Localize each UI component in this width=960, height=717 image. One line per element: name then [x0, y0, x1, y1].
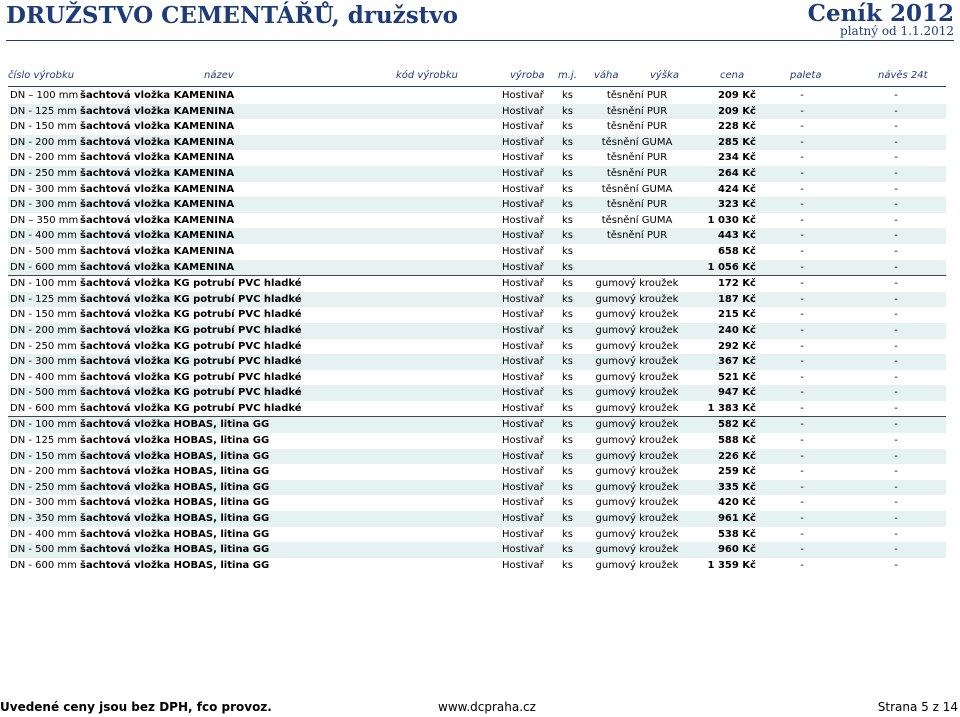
cell-name: šachtová vložka KAMENINA [80, 152, 235, 164]
col-weight: váha [594, 70, 619, 81]
cell-seal: gumový kroužek [595, 528, 679, 540]
cell-production: Hostivař [502, 497, 544, 509]
table-row [8, 166, 946, 182]
cell-trailer: - [894, 387, 898, 399]
cell-seal: gumový kroužek [595, 450, 679, 462]
table-row [8, 135, 946, 151]
cell-seal: těsnění GUMA [601, 183, 673, 195]
cell-dimension: DN - 500 mm [10, 387, 77, 399]
cell-trailer: - [894, 402, 898, 414]
cell-trailer: - [894, 340, 898, 352]
cell-price: 1 359 Kč [707, 559, 756, 571]
cell-trailer: - [894, 466, 898, 478]
cell-production: Hostivař [502, 528, 544, 540]
cell-unit: ks [562, 136, 574, 148]
cell-dimension: DN - 600 mm [10, 559, 77, 571]
cell-price: 285 Kč [717, 136, 756, 148]
table-row [8, 323, 946, 339]
cell-unit: ks [562, 402, 574, 414]
cell-name: šachtová vložka HOBAS, litina GG [80, 544, 270, 556]
cell-unit: ks [562, 481, 574, 493]
table-row [8, 558, 946, 574]
cell-name: šachtová vložka HOBAS, litina GG [80, 450, 270, 462]
cell-trailer: - [894, 245, 898, 257]
cell-trailer: - [894, 230, 898, 242]
cell-name: šachtová vložka KAMENINA [80, 183, 235, 195]
cell-name: šachtová vložka KAMENINA [80, 90, 235, 101]
cell-production: Hostivař [502, 466, 544, 478]
price-table [8, 88, 946, 573]
cell-production: Hostivař [502, 245, 544, 257]
cell-pallet: - [800, 167, 804, 179]
cell-price: 209 Kč [717, 105, 756, 117]
cell-pallet: - [800, 136, 804, 148]
table-row [8, 150, 946, 166]
cell-name: šachtová vložka KG potrubí PVC hladké [80, 387, 302, 399]
cell-pallet: - [800, 214, 804, 226]
cell-name: šachtová vložka KAMENINA [80, 136, 235, 148]
cell-price: 228 Kč [717, 121, 756, 133]
cell-dimension: DN – 100 mm [10, 90, 79, 101]
table-row [8, 182, 946, 198]
cell-price: 187 Kč [717, 293, 756, 305]
cell-name: šachtová vložka KAMENINA [80, 214, 235, 226]
cell-production: Hostivař [502, 105, 544, 117]
table-row [8, 354, 946, 370]
cell-unit: ks [562, 245, 574, 257]
table-row [8, 292, 946, 308]
cell-trailer: - [894, 278, 898, 290]
cell-seal: těsnění PUR [606, 167, 668, 179]
cell-name: šachtová vložka KAMENINA [80, 121, 235, 133]
cell-seal: těsnění PUR [606, 121, 668, 133]
table-row [8, 464, 946, 480]
cell-name: šachtová vložka HOBAS, litina GG [80, 435, 270, 447]
cell-name: šachtová vložka KG potrubí PVC hladké [80, 278, 302, 290]
cell-production: Hostivař [502, 419, 544, 431]
cell-price: 240 Kč [717, 324, 756, 336]
cell-price: 323 Kč [717, 199, 756, 211]
cell-pallet: - [800, 466, 804, 478]
table-row [8, 542, 946, 558]
cell-seal: gumový kroužek [595, 356, 679, 368]
cell-production: Hostivař [502, 513, 544, 525]
cell-unit: ks [562, 293, 574, 305]
cell-unit: ks [562, 324, 574, 336]
cell-seal: těsnění PUR [606, 152, 668, 164]
cell-name: šachtová vložka KAMENINA [80, 230, 235, 242]
cell-seal: gumový kroužek [595, 544, 679, 556]
cell-production: Hostivař [502, 214, 544, 226]
cell-dimension: DN – 350 mm [10, 214, 79, 226]
cell-trailer: - [894, 121, 898, 133]
cell-trailer: - [894, 559, 898, 571]
cell-dimension: DN - 125 mm [10, 435, 77, 447]
cell-unit: ks [562, 435, 574, 447]
col-price: cena [720, 70, 745, 81]
cell-price: 658 Kč [717, 245, 756, 257]
table-row [8, 401, 946, 417]
cell-name: šachtová vložka HOBAS, litina GG [80, 559, 270, 571]
table-row [8, 244, 946, 260]
cell-dimension: DN - 250 mm [10, 340, 77, 352]
cell-trailer: - [894, 324, 898, 336]
cell-seal: těsnění PUR [606, 199, 668, 211]
cell-name: šachtová vložka KG potrubí PVC hladké [80, 324, 302, 336]
cell-unit: ks [562, 105, 574, 117]
cell-seal: gumový kroužek [595, 402, 679, 414]
cell-trailer: - [894, 435, 898, 447]
cell-price: 960 Kč [717, 544, 756, 556]
cell-name: šachtová vložka KG potrubí PVC hladké [80, 402, 302, 414]
cell-unit: ks [562, 356, 574, 368]
cell-trailer: - [894, 450, 898, 462]
cell-name: šachtová vložka KG potrubí PVC hladké [80, 293, 302, 305]
cell-price: 259 Kč [717, 466, 756, 478]
footer-note: Uvedené ceny jsou bez DPH, fco provoz. [0, 700, 272, 714]
cell-production: Hostivař [502, 199, 544, 211]
cell-pallet: - [800, 544, 804, 556]
cell-pallet: - [800, 121, 804, 133]
cell-unit: ks [562, 497, 574, 509]
cell-dimension: DN - 300 mm [10, 199, 77, 211]
cell-unit: ks [562, 183, 574, 195]
cell-seal: těsnění PUR [606, 230, 668, 242]
cell-seal: těsnění GUMA [601, 136, 673, 148]
cell-seal: gumový kroužek [595, 278, 679, 290]
table-row [8, 213, 946, 229]
table-row [8, 449, 946, 465]
col-height: výška [650, 70, 679, 81]
cell-pallet: - [800, 435, 804, 447]
footer-website: www.dcpraha.cz [438, 700, 536, 714]
cell-pallet: - [800, 559, 804, 571]
cell-trailer: - [894, 513, 898, 525]
cell-pallet: - [800, 278, 804, 290]
cell-production: Hostivař [502, 356, 544, 368]
cell-production: Hostivař [502, 559, 544, 571]
cell-unit: ks [562, 261, 574, 273]
cell-name: šachtová vložka KAMENINA [80, 245, 235, 257]
cell-name: šachtová vložka KG potrubí PVC hladké [80, 309, 302, 321]
cell-price: 209 Kč [717, 90, 756, 101]
cell-dimension: DN - 150 mm [10, 309, 77, 321]
cell-price: 424 Kč [717, 183, 756, 195]
cell-production: Hostivař [502, 481, 544, 493]
cell-unit: ks [562, 559, 574, 571]
cell-trailer: - [894, 544, 898, 556]
cell-name: šachtová vložka HOBAS, litina GG [80, 466, 270, 478]
cell-price: 264 Kč [717, 167, 756, 179]
cell-trailer: - [894, 214, 898, 226]
cell-unit: ks [562, 278, 574, 290]
cell-price: 947 Kč [717, 387, 756, 399]
footer [0, 700, 960, 716]
cell-pallet: - [800, 340, 804, 352]
cell-name: šachtová vložka HOBAS, litina GG [80, 528, 270, 540]
cell-dimension: DN - 350 mm [10, 513, 77, 525]
cell-unit: ks [562, 371, 574, 383]
cell-pallet: - [800, 481, 804, 493]
table-row [8, 104, 946, 120]
cell-pallet: - [800, 90, 804, 101]
cell-pallet: - [800, 528, 804, 540]
cell-unit: ks [562, 466, 574, 478]
cell-seal: gumový kroužek [595, 387, 679, 399]
col-trailer: návěs 24t [878, 70, 928, 81]
cell-production: Hostivař [502, 402, 544, 414]
table-row [8, 385, 946, 401]
cell-price: 1 383 Kč [707, 402, 756, 414]
cell-name: šachtová vložka KAMENINA [80, 105, 235, 117]
cell-trailer: - [894, 183, 898, 195]
cell-price: 521 Kč [717, 371, 756, 383]
col-unit: m.j. [558, 70, 577, 81]
cell-dimension: DN - 600 mm [10, 261, 77, 273]
cell-production: Hostivař [502, 167, 544, 179]
cell-pallet: - [800, 309, 804, 321]
cell-production: Hostivař [502, 371, 544, 383]
cell-pallet: - [800, 230, 804, 242]
cell-dimension: DN - 150 mm [10, 121, 77, 133]
cell-seal: gumový kroužek [595, 371, 679, 383]
table-row [8, 480, 946, 496]
cell-dimension: DN - 150 mm [10, 450, 77, 462]
cell-unit: ks [562, 199, 574, 211]
cell-price: 1 030 Kč [707, 214, 756, 226]
company-name: DRUŽSTVO CEMENTÁŘŮ, družstvo [6, 2, 459, 29]
cell-pallet: - [800, 324, 804, 336]
cell-trailer: - [894, 136, 898, 148]
cell-price: 582 Kč [717, 419, 756, 431]
cell-dimension: DN - 400 mm [10, 230, 77, 242]
cell-pallet: - [800, 371, 804, 383]
cell-production: Hostivař [502, 261, 544, 273]
cell-pallet: - [800, 513, 804, 525]
cell-unit: ks [562, 340, 574, 352]
table-row [8, 307, 946, 323]
cell-trailer: - [894, 152, 898, 164]
cell-pallet: - [800, 199, 804, 211]
cell-production: Hostivař [502, 387, 544, 399]
cell-unit: ks [562, 214, 574, 226]
cell-pallet: - [800, 293, 804, 305]
cell-seal: těsnění PUR [606, 90, 668, 101]
cell-production: Hostivař [502, 230, 544, 242]
cell-trailer: - [894, 167, 898, 179]
cell-production: Hostivař [502, 340, 544, 352]
cell-pallet: - [800, 183, 804, 195]
cell-pallet: - [800, 450, 804, 462]
table-row [8, 228, 946, 244]
cell-pallet: - [800, 419, 804, 431]
cell-name: šachtová vložka HOBAS, litina GG [80, 481, 270, 493]
cell-dimension: DN - 100 mm [10, 278, 77, 290]
cell-trailer: - [894, 481, 898, 493]
cell-dimension: DN - 400 mm [10, 528, 77, 540]
cell-dimension: DN - 200 mm [10, 136, 77, 148]
cell-dimension: DN - 125 mm [10, 293, 77, 305]
col-code: kód výrobku [396, 70, 458, 81]
cell-unit: ks [562, 121, 574, 133]
cell-dimension: DN - 250 mm [10, 167, 77, 179]
cell-seal: gumový kroužek [595, 324, 679, 336]
table-row [8, 433, 946, 449]
cell-price: 961 Kč [717, 513, 756, 525]
cell-trailer: - [894, 199, 898, 211]
cell-price: 538 Kč [717, 528, 756, 540]
cell-production: Hostivař [502, 544, 544, 556]
cell-trailer: - [894, 90, 898, 101]
cell-unit: ks [562, 230, 574, 242]
cell-seal: gumový kroužek [595, 309, 679, 321]
cell-name: šachtová vložka HOBAS, litina GG [80, 419, 270, 431]
cell-price: 335 Kč [717, 481, 756, 493]
table-row [8, 275, 946, 292]
cell-production: Hostivař [502, 136, 544, 148]
cell-seal: gumový kroužek [595, 340, 679, 352]
cell-name: šachtová vložka KAMENINA [80, 199, 235, 211]
cell-unit: ks [562, 544, 574, 556]
cell-dimension: DN - 400 mm [10, 371, 77, 383]
cell-trailer: - [894, 419, 898, 431]
cell-name: šachtová vložka HOBAS, litina GG [80, 497, 270, 509]
table-row [8, 260, 946, 276]
cell-dimension: DN - 600 mm [10, 402, 77, 414]
table-row [8, 495, 946, 511]
table-header-divider [8, 86, 946, 87]
cell-price: 215 Kč [717, 309, 756, 321]
cell-pallet: - [800, 152, 804, 164]
cell-production: Hostivař [502, 183, 544, 195]
cell-production: Hostivař [502, 293, 544, 305]
valid-from: platný od 1.1.2012 [840, 24, 954, 38]
table-row [8, 527, 946, 543]
cell-price: 588 Kč [717, 435, 756, 447]
footer-page: Strana 5 z 14 [877, 700, 958, 714]
cell-unit: ks [562, 528, 574, 540]
table-row [8, 88, 946, 104]
cell-price: 226 Kč [717, 450, 756, 462]
cell-price: 420 Kč [717, 497, 756, 509]
table-row [8, 370, 946, 386]
cell-dimension: DN - 125 mm [10, 105, 77, 117]
cell-unit: ks [562, 419, 574, 431]
cell-pallet: - [800, 356, 804, 368]
cell-pallet: - [800, 402, 804, 414]
cell-seal: gumový kroužek [595, 419, 679, 431]
cell-unit: ks [562, 152, 574, 164]
cell-trailer: - [894, 371, 898, 383]
cell-price: 234 Kč [717, 152, 756, 164]
cell-production: Hostivař [502, 121, 544, 133]
cell-unit: ks [562, 387, 574, 399]
cell-unit: ks [562, 450, 574, 462]
cell-trailer: - [894, 356, 898, 368]
cell-trailer: - [894, 528, 898, 540]
cell-pallet: - [800, 261, 804, 273]
cell-seal: těsnění PUR [606, 105, 668, 117]
cell-seal: gumový kroužek [595, 481, 679, 493]
cell-price: 443 Kč [717, 230, 756, 242]
cell-pallet: - [800, 245, 804, 257]
cell-trailer: - [894, 309, 898, 321]
cell-unit: ks [562, 309, 574, 321]
cell-dimension: DN - 500 mm [10, 245, 77, 257]
table-row [8, 339, 946, 355]
col-product-no: číslo výrobku [8, 70, 75, 81]
cell-pallet: - [800, 497, 804, 509]
col-production: výroba [510, 70, 545, 81]
col-name: název [204, 70, 234, 81]
cell-unit: ks [562, 167, 574, 179]
cell-trailer: - [894, 293, 898, 305]
cell-seal: těsnění GUMA [601, 214, 673, 226]
cell-price: 1 056 Kč [707, 261, 756, 273]
cell-production: Hostivař [502, 152, 544, 164]
cell-seal: gumový kroužek [595, 466, 679, 478]
table-row [8, 416, 946, 433]
cell-production: Hostivař [502, 450, 544, 462]
header-divider [6, 40, 954, 41]
cell-seal: gumový kroužek [595, 559, 679, 571]
cell-name: šachtová vložka KAMENINA [80, 261, 235, 273]
cell-production: Hostivař [502, 435, 544, 447]
cell-trailer: - [894, 105, 898, 117]
cell-dimension: DN - 300 mm [10, 356, 77, 368]
cell-name: šachtová vložka KG potrubí PVC hladké [80, 356, 302, 368]
cell-name: šachtová vložka KG potrubí PVC hladké [80, 340, 302, 352]
cell-dimension: DN - 100 mm [10, 419, 77, 431]
cell-dimension: DN - 300 mm [10, 497, 77, 509]
cell-price: 367 Kč [717, 356, 756, 368]
cell-seal: gumový kroužek [595, 497, 679, 509]
cell-production: Hostivař [502, 278, 544, 290]
cell-unit: ks [562, 90, 574, 101]
table-row [8, 511, 946, 527]
cell-dimension: DN - 250 mm [10, 481, 77, 493]
cell-production: Hostivař [502, 324, 544, 336]
cell-dimension: DN - 300 mm [10, 183, 77, 195]
cell-seal: gumový kroužek [595, 435, 679, 447]
cell-dimension: DN - 200 mm [10, 466, 77, 478]
cell-pallet: - [800, 105, 804, 117]
cell-price: 292 Kč [717, 340, 756, 352]
col-pallet: paleta [790, 70, 822, 81]
cell-dimension: DN - 500 mm [10, 544, 77, 556]
cell-seal: gumový kroužek [595, 293, 679, 305]
cell-pallet: - [800, 387, 804, 399]
cell-dimension: DN - 200 mm [10, 324, 77, 336]
pricelist-title: Ceník 2012 [807, 0, 954, 27]
cell-production: Hostivař [502, 90, 544, 101]
cell-price: 172 Kč [717, 278, 756, 290]
cell-unit: ks [562, 513, 574, 525]
cell-production: Hostivař [502, 309, 544, 321]
cell-trailer: - [894, 261, 898, 273]
cell-trailer: - [894, 497, 898, 509]
cell-seal: gumový kroužek [595, 513, 679, 525]
cell-name: šachtová vložka KAMENINA [80, 167, 235, 179]
cell-name: šachtová vložka HOBAS, litina GG [80, 513, 270, 525]
table-row [8, 119, 946, 135]
cell-name: šachtová vložka KG potrubí PVC hladké [80, 371, 302, 383]
table-header [0, 70, 960, 86]
cell-dimension: DN - 200 mm [10, 152, 77, 164]
table-row [8, 197, 946, 213]
